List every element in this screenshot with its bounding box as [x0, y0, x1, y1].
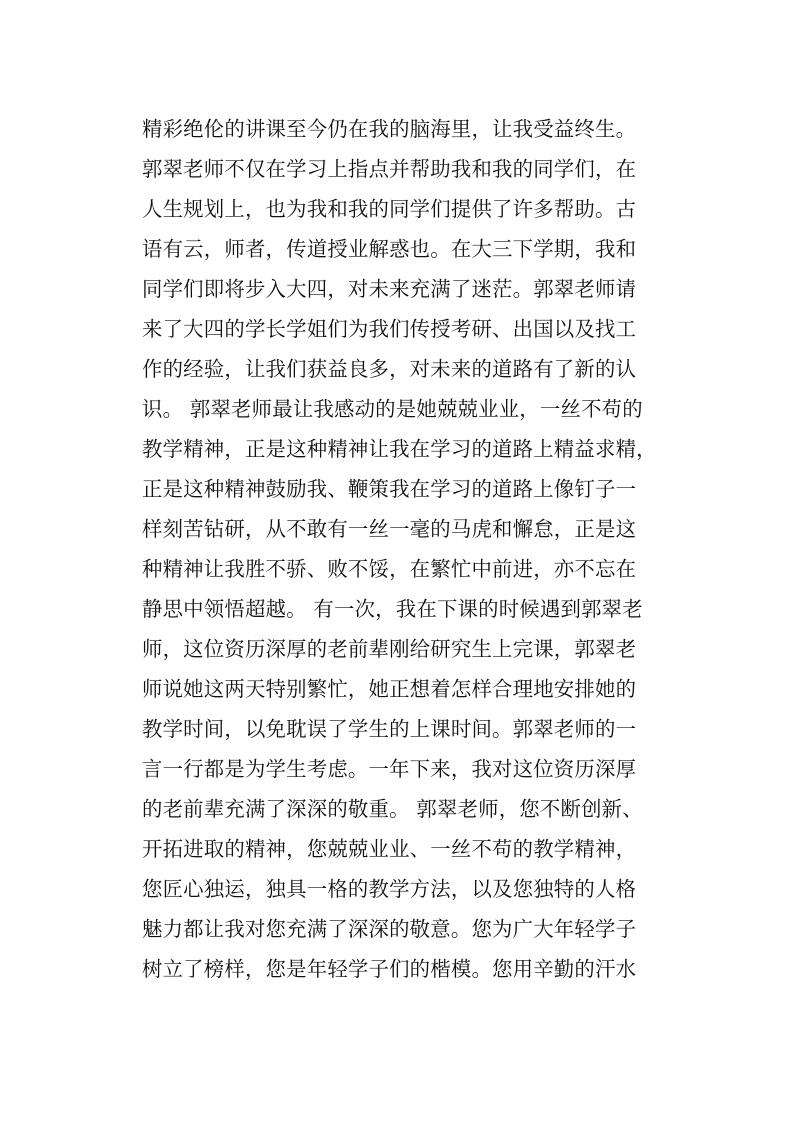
text-line: 的老前辈充满了深深的敬重。 郭翠老师，您不断创新、 [142, 797, 643, 821]
text-line: 作的经验，让我们获益良多，对未来的道路有了新的认 [142, 357, 637, 381]
text-line: 识。 郭翠老师最让我感动的是她兢兢业业，一丝不苟的 [142, 397, 643, 421]
text-line: 来了大四的学长学姐们为我们传授考研、出国以及找工 [142, 317, 637, 341]
text-line: 人生规划上，也为我和我的同学们提供了许多帮助。古 [142, 197, 637, 221]
text-line: 树立了榜样，您是年轻学子们的楷模。您用辛勤的汗水 [142, 957, 637, 981]
text-line: 教学精神，正是这种精神让我在学习的道路上精益求精， [142, 437, 657, 461]
text-line: 语有云，师者，传道授业解惑也。在大三下学期，我和 [142, 237, 637, 261]
text-line: 教学时间，以免耽误了学生的上课时间。郭翠老师的一 [142, 717, 637, 741]
body-text [142, 109, 682, 989]
text-line: 郭翠老师不仅在学习上指点并帮助我和我的同学们，在 [142, 157, 637, 181]
text-line: 样刻苦钻研，从不敢有一丝一毫的马虎和懈怠，正是这 [142, 517, 637, 541]
text-line: 种精神让我胜不骄、败不馁，在繁忙中前进，亦不忘在 [142, 557, 637, 581]
text-line: 师，这位资历深厚的老前辈刚给研究生上完课，郭翠老 [142, 637, 637, 661]
text-line: 同学们即将步入大四，对未来充满了迷茫。郭翠老师请 [142, 277, 637, 301]
text-line: 师说她这两天特别繁忙，她正想着怎样合理地安排她的 [142, 677, 637, 701]
text-line: 魅力都让我对您充满了深深的敬意。您为广大年轻学子 [142, 917, 637, 941]
text-line: 开拓进取的精神，您兢兢业业、一丝不苟的教学精神， [142, 837, 637, 861]
text-line: 精彩绝伦的讲课至今仍在我的脑海里，让我受益终生。 [142, 117, 637, 141]
text-line: 言一行都是为学生考虑。一年下来，我对这位资历深厚 [142, 757, 637, 781]
text-line: 您匠心独运，独具一格的教学方法，以及您独特的人格 [142, 877, 637, 901]
text-line: 正是这种精神鼓励我、鞭策我在学习的道路上像钉子一 [142, 477, 637, 501]
text-line: 静思中领悟超越。 有一次，我在下课的时候遇到郭翠老 [142, 597, 643, 621]
